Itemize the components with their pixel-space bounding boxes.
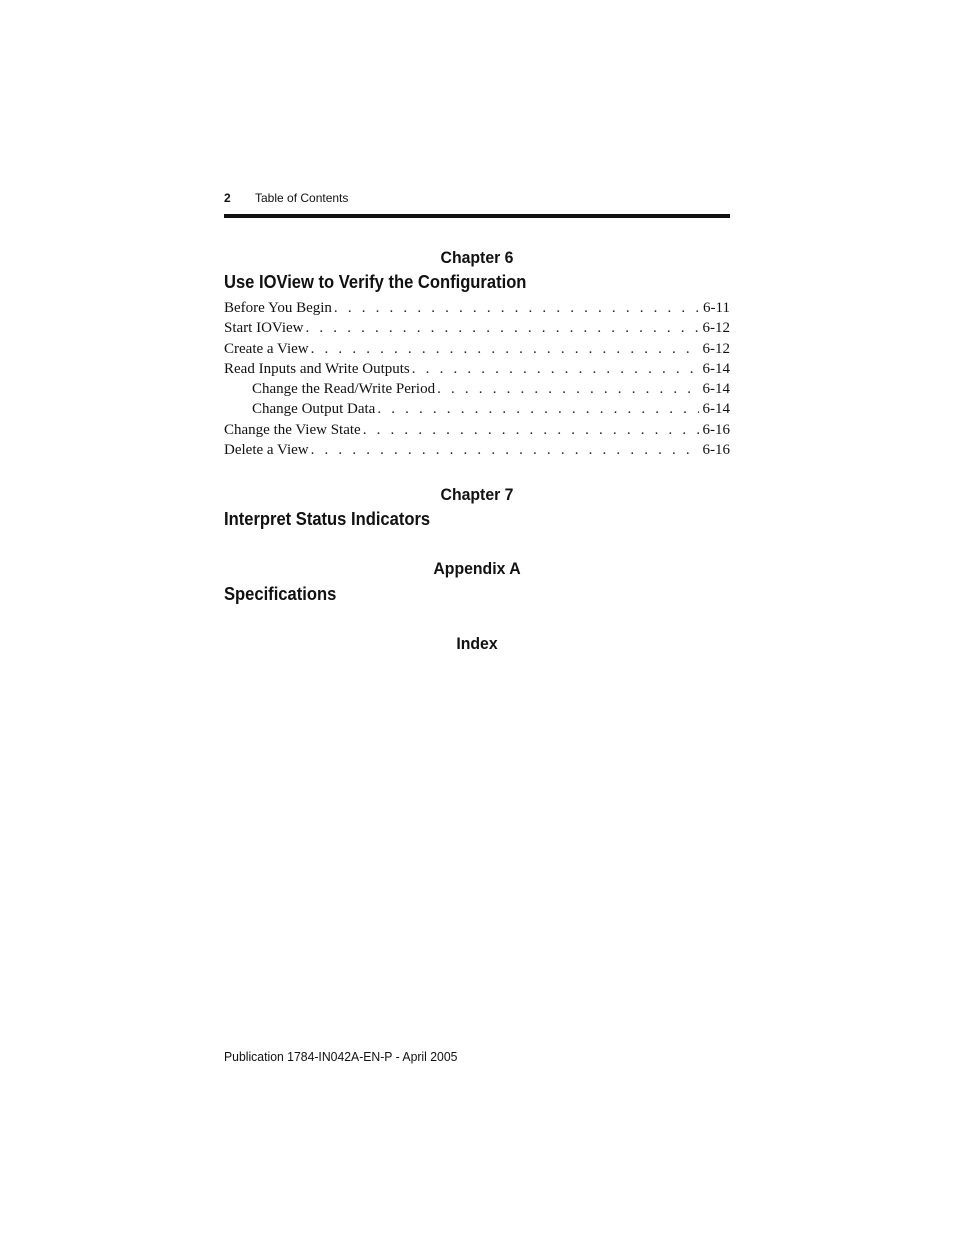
dot-leader xyxy=(311,440,699,460)
chapter-6-label: Chapter 6 xyxy=(440,248,514,267)
toc-entry-page: 6-14 xyxy=(702,381,730,398)
toc-entry-label: Read Inputs and Write Outputs xyxy=(224,360,410,377)
dot-leader xyxy=(377,399,698,419)
chapter-6-title[interactable]: Use IOView to Verify the Configuration xyxy=(224,272,527,292)
toc-entry-label: Change Output Data xyxy=(252,401,376,418)
dot-leader xyxy=(306,318,699,338)
chapter-7-label: Chapter 7 xyxy=(440,485,514,504)
toc-entry-page: 6-16 xyxy=(702,442,730,459)
dot-leader xyxy=(363,420,699,440)
toc-entry-page: 6-16 xyxy=(702,421,730,438)
dot-leader xyxy=(334,298,699,318)
header-rule xyxy=(224,214,730,218)
toc-entry-page: 6-12 xyxy=(702,340,730,357)
toc-entry-label: Change the View State xyxy=(224,421,361,438)
page-header xyxy=(224,191,730,209)
dot-leader xyxy=(412,359,699,379)
toc-entry-change-output-data[interactable] xyxy=(224,399,730,419)
toc-entry-label: Create a View xyxy=(224,340,309,357)
toc-entry-label: Start IOView xyxy=(224,320,304,337)
chapter-6-toc xyxy=(224,298,730,460)
page-number: 2 xyxy=(224,191,231,205)
running-title: Table of Contents xyxy=(255,191,349,205)
appendix-a-label: Appendix A xyxy=(433,559,521,578)
toc-entry-read-inputs-write-outputs[interactable] xyxy=(224,359,730,379)
toc-entry-change-view-state[interactable] xyxy=(224,420,730,440)
toc-entry-page: 6-11 xyxy=(703,300,730,316)
toc-entry-page: 6-12 xyxy=(702,320,730,337)
toc-entry-page: 6-14 xyxy=(702,401,730,418)
dot-leader xyxy=(437,379,698,399)
publication-footer: Publication 1784-IN042A-EN-P - April 2005 xyxy=(224,1049,458,1064)
toc-entry-change-read-write-period[interactable] xyxy=(224,379,730,399)
toc-entry-page: 6-14 xyxy=(702,360,730,377)
toc-entry-delete-a-view[interactable] xyxy=(224,440,730,460)
toc-entry-create-a-view[interactable] xyxy=(224,339,730,359)
toc-entry-label: Delete a View xyxy=(224,442,309,459)
toc-entry-label: Before You Begin xyxy=(224,300,332,316)
dot-leader xyxy=(311,339,699,359)
toc-entry-before-you-begin[interactable] xyxy=(224,298,730,318)
appendix-a-title[interactable]: Specifications xyxy=(224,584,337,604)
chapter-7-title[interactable]: Interpret Status Indicators xyxy=(224,509,431,529)
toc-entry-label: Change the Read/Write Period xyxy=(252,381,436,398)
index-label[interactable]: Index xyxy=(456,634,498,653)
toc-entry-start-ioview[interactable] xyxy=(224,318,730,338)
